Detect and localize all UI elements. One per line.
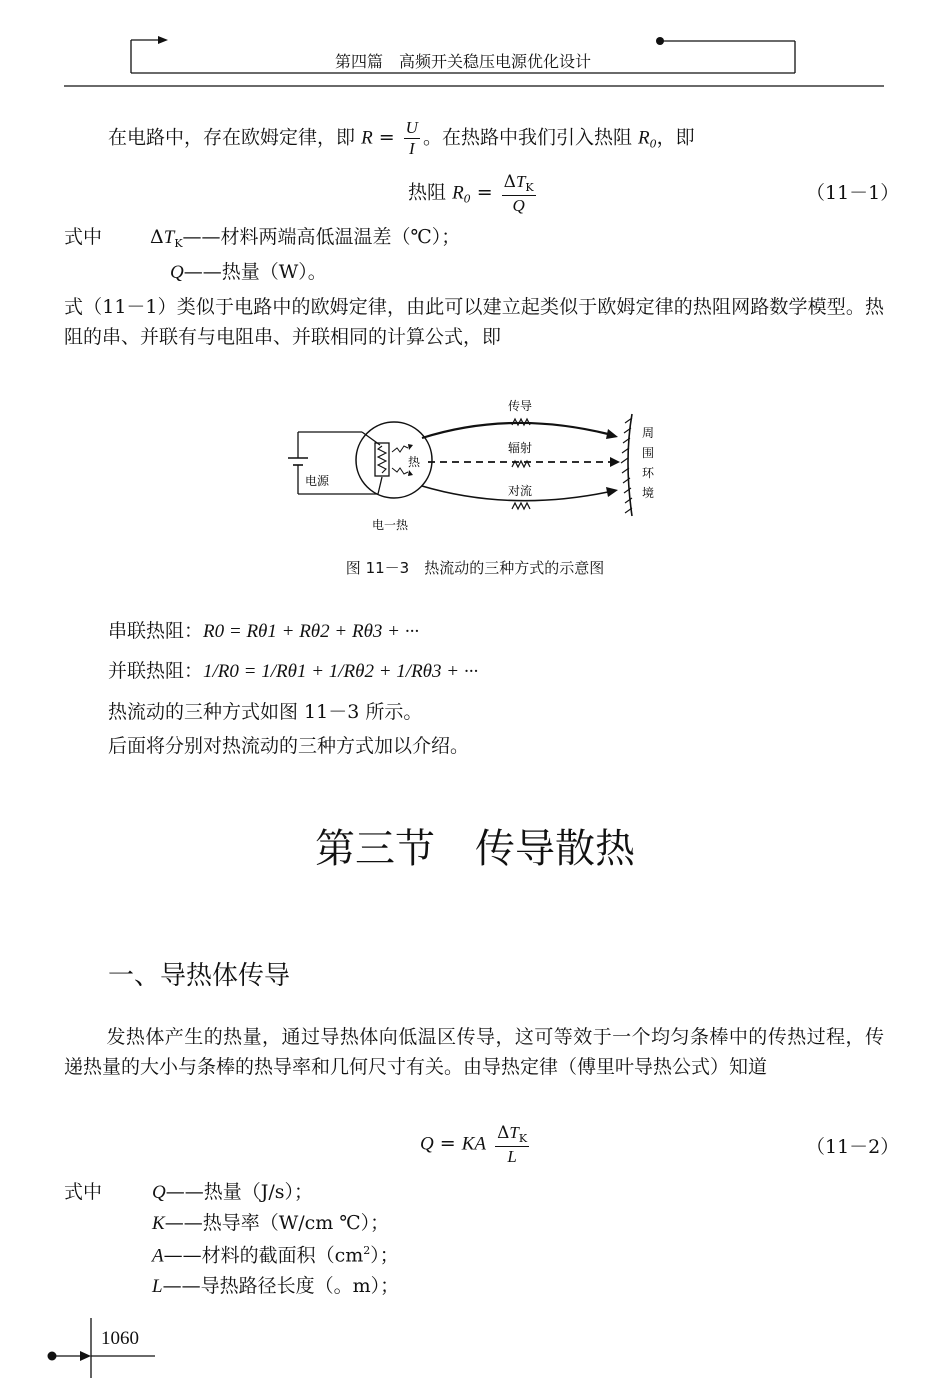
equation-11-2: Q = KA $\frac{\Delta T_K}{L}$ <box>420 1123 528 1166</box>
defs1-item: $\Delta T_K——$材料两端高低温温差（℃）； <box>150 226 461 250</box>
defs1-item: Q——热量（W）。 <box>170 261 327 283</box>
convection-label: 对流 <box>508 484 533 498</box>
parallel-resistance: 并联热阻：1/R0 = 1/Rθ1 + 1/Rθ2 + 1/Rθ3 + ··· <box>108 660 479 682</box>
footer-ornament <box>0 1310 200 1399</box>
subsection-title: 一、导热体传导 <box>108 961 291 991</box>
header-arrow-icon <box>158 36 168 44</box>
running-title: 第四篇 高频开关稳压电源优化设计 <box>334 52 591 71</box>
series-resistance: 串联热阻：R0 = Rθ1 + Rθ2 + Rθ3 + ··· <box>108 620 419 642</box>
header-frame <box>0 0 950 90</box>
source-label: 电源 <box>305 474 330 488</box>
figure-heat-flow-diagram <box>280 390 680 540</box>
radiation-label: 辐射 <box>508 441 533 455</box>
running-header <box>0 0 950 90</box>
ohm-fraction: $\frac{U}{I}$ <box>405 118 418 158</box>
elec-heat-label: 电一热 <box>372 518 409 532</box>
page-number: 1060 <box>101 1328 139 1349</box>
environment-label: 周 <box>642 426 655 440</box>
defs1-intro: 式中 <box>64 226 103 248</box>
environment-label: 环 <box>642 466 655 480</box>
paragraph-ohm-analogy: 式（11－1）类似于电路中的欧姆定律，由此可以建立起类似于欧姆定律的热阻网路数学模型。热阻的串、并联有与电阻串、并联相同的计算公式，即 <box>64 296 884 348</box>
defs2-item: A——材料的截面积$(cm^2)$； <box>152 1244 399 1267</box>
header-dot-icon <box>656 37 664 45</box>
defs2-item: K——热导率（W/cm ℃）； <box>152 1212 390 1234</box>
equation-number-11-2: （11－2） <box>806 1136 900 1158</box>
paragraph-intro-next: 后面将分别对热流动的三种方式加以介绍。 <box>108 735 470 757</box>
radiation-zigzag-icon <box>512 461 530 467</box>
equation-11-1: 热阻 $R_0$ = $\frac{\Delta T_K}{Q}$ <box>408 172 534 215</box>
intro-line: 在电路中，存在欧姆定律，即 R = $\frac{U}{I}$ 。在热路中我们引入热阻 $R_0$，即 <box>108 118 695 158</box>
paragraph-figure-ref: 热流动的三种方式如图 11－3 所示。 <box>108 701 423 723</box>
environment-label: 境 <box>642 486 655 500</box>
figure-caption: 图 11－3 热流动的三种方式的示意图 <box>345 559 605 577</box>
defs2-item: Q——热量（J/s）； <box>152 1181 314 1203</box>
conduction-label: 传导 <box>508 399 533 413</box>
defs2-intro: 式中 <box>64 1181 103 1203</box>
equation-number-11-1: （11－1） <box>806 182 900 204</box>
conduction-arrow <box>422 423 608 438</box>
heat-element-circle <box>356 422 432 498</box>
convection-zigzag-icon <box>512 503 530 509</box>
environment-label: 围 <box>642 446 655 460</box>
heat-label: 热 <box>408 455 421 469</box>
defs2-item: L——导热路径长度（。m）； <box>152 1275 400 1297</box>
paragraph-conduction: 发热体产生的热量，通过导热体向低温区传导，这可等效于一个均匀条棒中的传热过程，传递热量的大小与条棒的热导率和几何尺寸有关。由导热定律（傅里叶导热公式）知道 <box>64 1026 884 1078</box>
footer-arrow-icon <box>80 1351 91 1361</box>
section-title: 第三节 传导散热 <box>315 826 635 872</box>
